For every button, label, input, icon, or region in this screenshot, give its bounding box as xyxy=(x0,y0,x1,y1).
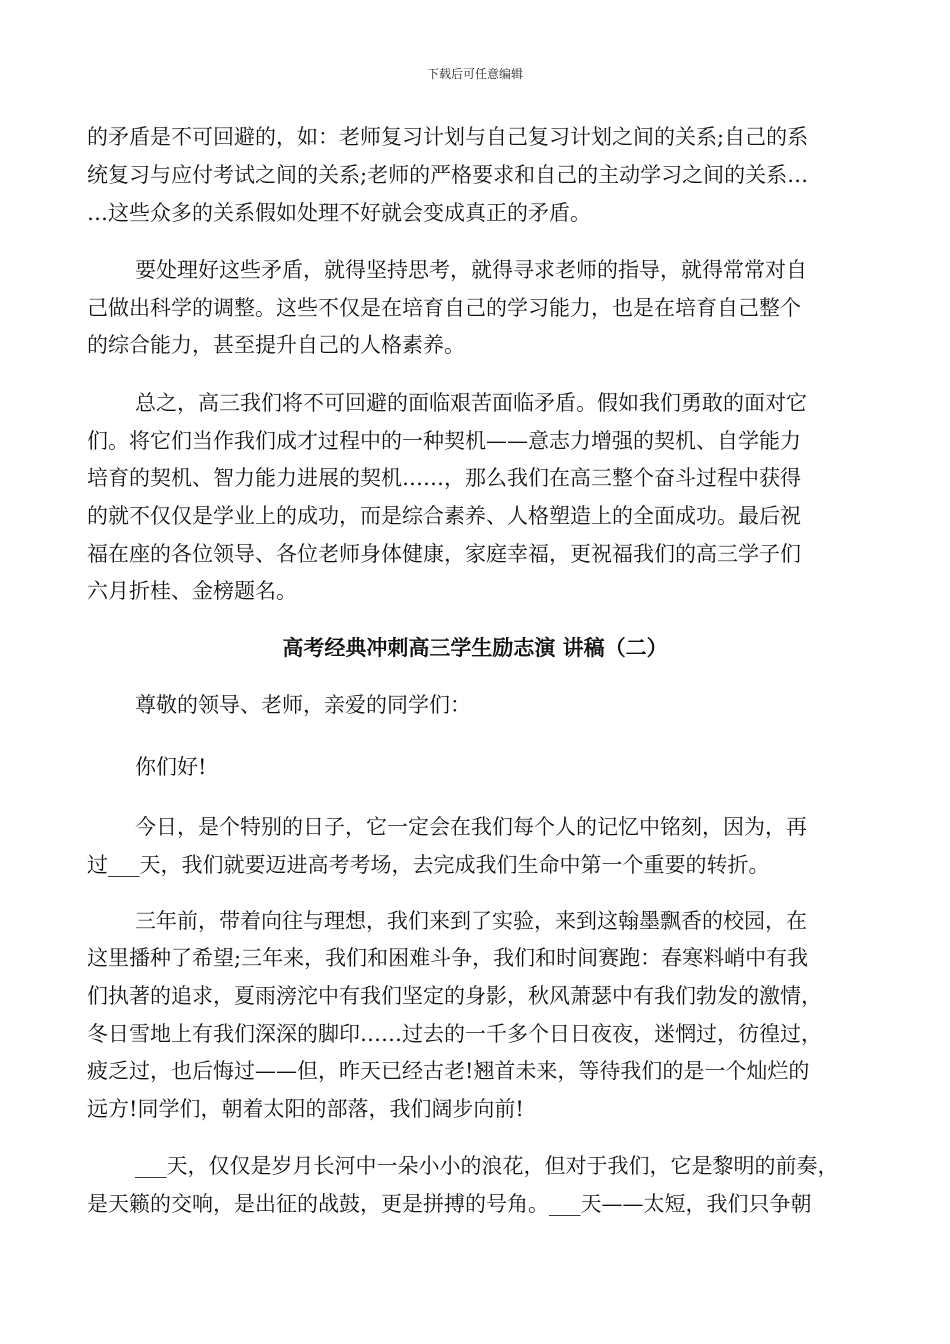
text-line: 这里播种了希望;三年来，我们和困难斗争，我们和时间赛跑：春寒料峭中有我 xyxy=(87,946,809,970)
text-line: 今日，是个特别的日子，它一定会在我们每个人的记忆中铭刻，因为，再 xyxy=(135,815,807,839)
text-line: 是天籁的交响，是出征的战鼓，更是拼搏的号角。___天——太短，我们只争朝 xyxy=(87,1192,812,1216)
text-line: 三年前，带着向往与理想，我们来到了实验，来到这翰墨飘香的校园，在 xyxy=(135,909,807,933)
text-line: 福在座的各位领导、各位老师身体健康，家庭幸福，更祝福我们的高三学子们 xyxy=(87,542,801,566)
text-line: 己做出科学的调整。这些不仅是在培育自己的学习能力，也是在培育自己整个 xyxy=(87,296,801,320)
text-line: ___天，仅仅是岁月长河中一朵小小的浪花，但对于我们，它是黎明的前奏， xyxy=(135,1154,839,1178)
text-line: …这些众多的关系假如处理不好就会变成真正的矛盾。 xyxy=(87,201,591,225)
page-header: 下载后可任意编辑 xyxy=(426,67,523,81)
text-line: 冬日雪地上有我们深深的脚印……过去的一千多个日日夜夜，迷惘过，彷徨过， xyxy=(87,1022,822,1046)
greeting: 你们好! xyxy=(135,755,207,779)
text-line: 六月折桂、金榜题名。 xyxy=(87,579,297,603)
text-line: 的就不仅仅是学业上的成功，而是综合素养、人格塑造上的全面成功。最后祝 xyxy=(87,504,801,528)
text-line: 统复习与应付考试之间的关系;老师的严格要求和自己的主动学习之间的关系… xyxy=(87,163,809,187)
text-line: 要处理好这些矛盾，就得坚持思考，就得寻求老师的指导，就得常常对自 xyxy=(135,258,807,282)
section-title: 高考经典冲刺高三学生励志演 讲稿（二） xyxy=(282,636,668,660)
text-line: 的矛盾是不可回避的，如：老师复习计划与自己复习计划之间的关系;自己的系 xyxy=(87,125,809,149)
text-line: 的综合能力，甚至提升自己的人格素养。 xyxy=(87,333,465,357)
text-line: 远方!同学们，朝着太阳的部落，我们阔步向前! xyxy=(87,1097,524,1121)
text-line: 们执著的追求，夏雨滂沱中有我们坚定的身影，秋风萧瑟中有我们勃发的激情， xyxy=(87,984,822,1008)
text-line: 疲乏过，也后悔过——但，昨天已经古老!翘首未来，等待我们的是一个灿烂的 xyxy=(87,1059,810,1083)
text-line: 培育的契机、智力能力进展的契机……，那么我们在高三整个奋斗过程中获得 xyxy=(87,466,801,490)
text-line: 总之，高三我们将不可回避的面临艰苦面临矛盾。假如我们勇敢的面对它 xyxy=(135,391,807,415)
text-line: 们。将它们当作我们成才过程中的一种契机——意志力增强的契机、自学能力 xyxy=(87,429,801,453)
text-line: 过___天，我们就要迈进高考考场，去完成我们生命中第一个重要的转折。 xyxy=(87,853,770,877)
salutation: 尊敬的领导、老师，亲爱的同学们： xyxy=(135,693,471,717)
